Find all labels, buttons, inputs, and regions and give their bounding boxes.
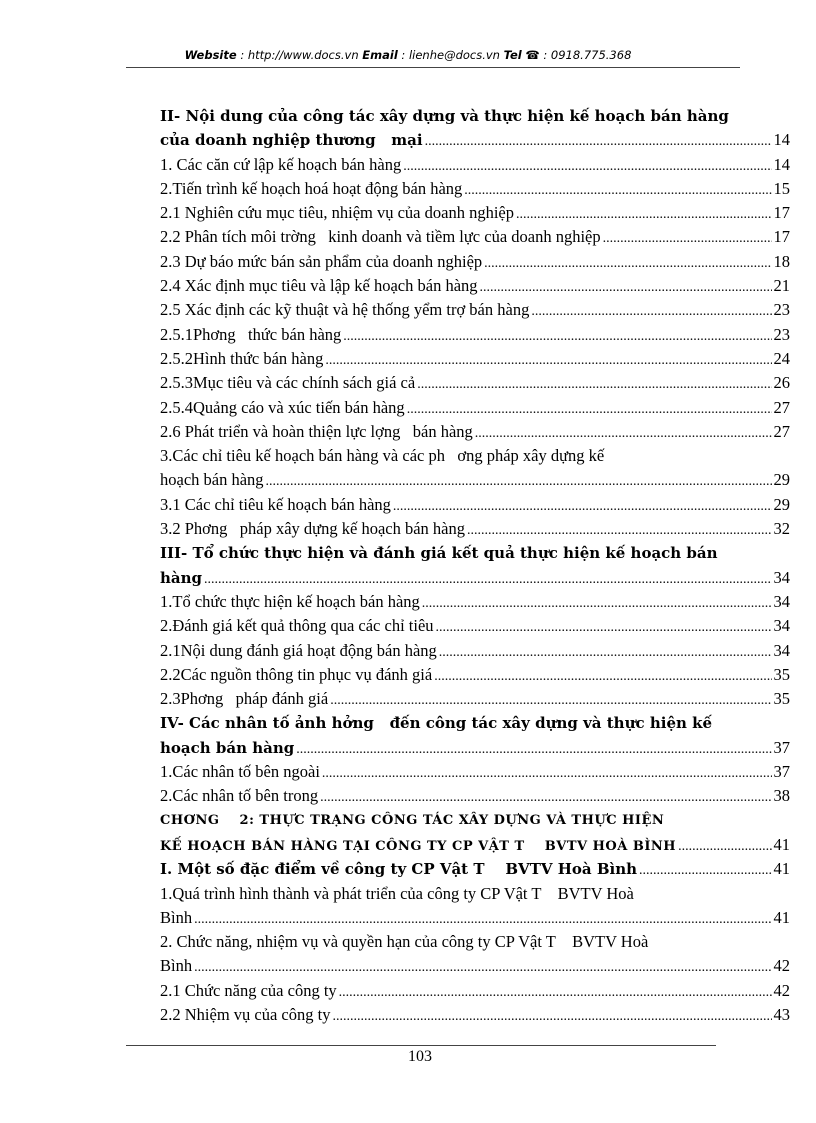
toc-entry-title: I. Một số đặc điểm về công ty CP Vật T BVTV Hoà Bình (160, 860, 638, 879)
toc-entry-title: 2.1 Nghiên cứu mục tiêu, nhiệm vụ của doanh nghiệp (160, 203, 514, 223)
toc-entry-title: 2.Các nhân tố bên trong (160, 786, 319, 806)
website-label: Website (184, 48, 237, 62)
toc-page-number: 27 (773, 397, 790, 417)
toc-entry (160, 201, 790, 225)
toc-entry-title: 3.1 Các chỉ tiêu kế hoạch bán hàng (160, 494, 391, 514)
toc-entry-title: 2.1 Chức năng của công ty (160, 980, 337, 1000)
toc-entry-title: 1.Tổ chức thực hiện kế hoạch bán hàng (160, 591, 420, 611)
toc-page-number: 43 (773, 1004, 790, 1024)
toc-entry-title: 2.3 Dự báo mức bán sản phẩm của doanh nghiệp (160, 251, 483, 271)
page-number: 103 (408, 1048, 432, 1065)
dot-leader (439, 641, 772, 665)
dot-leader (339, 981, 772, 1005)
dot-leader (407, 398, 772, 422)
toc-page-number: 29 (773, 470, 790, 490)
toc-entry-title: 2.2 Nhiệm vụ của công ty (160, 1004, 331, 1024)
page-header (0, 48, 816, 62)
toc-entry (160, 274, 790, 298)
toc-entry (160, 760, 790, 784)
dot-leader (484, 252, 771, 276)
toc-entry (160, 809, 790, 833)
toc-entry (160, 396, 790, 420)
dot-leader (403, 155, 771, 179)
toc-page-number: 23 (773, 300, 790, 320)
toc-entry (160, 906, 790, 930)
toc-entry-title: II- Nội dung của công tác xây dựng và thực hiện kế hoạch bán hàng (160, 107, 729, 125)
toc-entry (160, 930, 790, 954)
toc-entry-title: KẾ HOẠCH BÁN HÀNG TẠI CÔNG TY CP VẬT T BVTV HOÀ BÌNH (160, 838, 677, 854)
toc-entry (160, 128, 790, 152)
dot-leader (296, 738, 771, 762)
toc-page-number: 37 (773, 762, 790, 782)
toc-entry-title: 2.3Phơng pháp đánh giá (160, 689, 329, 709)
toc-entry (160, 979, 790, 1003)
toc-entry (160, 711, 790, 735)
toc-entry (160, 954, 790, 978)
website-value: : http://www.docs.vn (236, 48, 363, 62)
dot-leader (330, 689, 771, 713)
dot-leader (475, 422, 772, 446)
toc-entry-title: hàng (160, 568, 203, 587)
toc-entry (160, 566, 790, 590)
header-divider (126, 67, 740, 68)
email-value: : lienhe@docs.vn (397, 48, 504, 62)
toc-entry (160, 347, 790, 371)
toc-entry (160, 833, 790, 857)
toc-entry (160, 177, 790, 201)
toc-entry-title: 3.2 Phơng pháp xây dựng kế hoạch bán hàng (160, 519, 465, 539)
toc-entry (160, 1003, 790, 1027)
toc-page-number: 34 (773, 567, 790, 587)
toc-entry (160, 225, 790, 249)
toc-page-number: 24 (773, 348, 790, 368)
tel-value: : 0918.775.368 (539, 48, 632, 62)
toc-entry (160, 444, 790, 468)
toc-entry-title: 2.5.1Phơng thức bán hàng (160, 324, 342, 344)
toc-entry (160, 420, 790, 444)
toc-entry-title: hoạch bán hàng (160, 738, 295, 757)
dot-leader (343, 325, 771, 349)
toc-entry-title: 1.Quá trình hình thành và phát triển của công ty CP Vật T BVTV Hoà (160, 883, 634, 903)
dot-leader (467, 519, 772, 543)
toc-entry-title: Bình (160, 956, 193, 976)
dot-leader (531, 300, 771, 324)
toc-entry (160, 250, 790, 274)
toc-entry-title: III- Tổ chức thực hiện và đánh giá kết quả thực hiện kế hoạch bán (160, 544, 718, 563)
toc-entry (160, 371, 790, 395)
tel-label: Tel (503, 48, 522, 62)
toc-page-number: 35 (773, 689, 790, 709)
toc-page-number: 18 (773, 251, 790, 271)
dot-leader (678, 835, 771, 859)
toc-page-number: 27 (773, 421, 790, 441)
toc-entry-title: 2. Chức năng, nhiệm vụ và quyền hạn của công ty CP Vật T BVTV Hoà (160, 932, 649, 952)
toc-entry (160, 857, 790, 881)
toc-page-number: 35 (773, 664, 790, 684)
dot-leader (204, 568, 771, 592)
toc-entry-title: 2.Đánh giá kết quả thông qua các chỉ tiêu (160, 616, 434, 636)
dot-leader (603, 227, 772, 251)
toc-entry (160, 663, 790, 687)
dot-leader (194, 908, 771, 932)
dot-leader (332, 1005, 771, 1029)
toc-entry (160, 614, 790, 638)
toc-page-number: 42 (773, 980, 790, 1000)
dot-leader (320, 786, 771, 810)
dot-leader (393, 495, 772, 519)
toc-entry-title: 2.1Nội dung đánh giá hoạt động bán hàng (160, 640, 437, 660)
toc-page-number: 34 (773, 640, 790, 660)
toc-entry-title: 2.4 Xác định mục tiêu và lập kế hoạch bán hàng (160, 276, 478, 296)
toc-entry-title: CHƠNG 2: THỰC TRẠNG CÔNG TÁC XÂY DỰNG VÀ THỰC HIỆN (160, 812, 665, 828)
toc-entry-title: 2.5.4Quảng cáo và xúc tiến bán hàng (160, 397, 405, 417)
toc-page-number: 23 (773, 324, 790, 344)
email-label: Email (362, 48, 398, 62)
toc-entry-title: IV- Các nhân tố ảnh hởng đến công tác xây dựng và thực hiện kế (160, 714, 713, 733)
toc-entry (160, 104, 790, 128)
toc-page-number: 32 (773, 519, 790, 539)
toc-entry (160, 493, 790, 517)
dot-leader (266, 470, 772, 494)
toc-entry (160, 687, 790, 711)
toc-page-number: 41 (773, 907, 790, 927)
dot-leader (422, 592, 772, 616)
toc-page-number: 37 (773, 737, 790, 757)
toc-entry-title: 2.2 Phân tích môi trờng kinh doanh và tiềm lực của doanh nghiệp (160, 227, 601, 247)
toc-page-number: 41 (773, 834, 790, 854)
dot-leader (639, 859, 771, 883)
toc-page-number: 41 (773, 859, 790, 879)
toc-entry (160, 541, 790, 565)
toc-page-number: 14 (773, 130, 790, 150)
toc-page-number: 21 (773, 276, 790, 296)
toc-entry (160, 639, 790, 663)
toc-page-number: 26 (773, 373, 790, 393)
table-of-contents (160, 104, 790, 1027)
toc-entry (160, 590, 790, 614)
toc-entry-title: của doanh nghiệp thương mại (160, 131, 423, 150)
dot-leader (516, 203, 772, 227)
toc-entry-title: 3.Các chỉ tiêu kế hoạch bán hàng và các ph ơng pháp xây dựng kế (160, 446, 605, 466)
toc-page-number: 34 (773, 616, 790, 636)
toc-page-number: 15 (773, 178, 790, 198)
toc-entry (160, 784, 790, 808)
toc-entry-title: 2.2Các nguồn thông tin phục vụ đánh giá (160, 664, 433, 684)
toc-page-number: 42 (773, 956, 790, 976)
toc-entry (160, 323, 790, 347)
toc-page-number: 14 (773, 154, 790, 174)
dot-leader (464, 179, 771, 203)
toc-entry (160, 298, 790, 322)
toc-entry (160, 517, 790, 541)
toc-entry-title: 1. Các căn cứ lập kế hoạch bán hàng (160, 154, 402, 174)
toc-entry-title: hoạch bán hàng (160, 470, 264, 490)
toc-page-number: 34 (773, 591, 790, 611)
dot-leader (436, 616, 772, 640)
toc-page-number: 17 (773, 227, 790, 247)
toc-page-number: 38 (773, 786, 790, 806)
toc-entry (160, 736, 790, 760)
dot-leader (194, 956, 771, 980)
toc-entry (160, 882, 790, 906)
footer-divider (126, 1045, 716, 1046)
toc-entry-title: 2.5.3Mục tiêu và các chính sách giá cả (160, 373, 416, 393)
toc-entry (160, 153, 790, 177)
dot-leader (322, 762, 772, 786)
toc-entry-title: 2.5.2Hình thức bán hàng (160, 348, 324, 368)
dot-leader (425, 130, 772, 154)
phone-icon: ☎ (525, 48, 540, 62)
toc-entry-title: 2.5 Xác định các kỹ thuật và hệ thống yểm trợ bán hàng (160, 300, 530, 320)
toc-entry-title: Bình (160, 907, 193, 927)
toc-page-number: 29 (773, 494, 790, 514)
dot-leader (325, 349, 771, 373)
toc-entry-title: 1.Các nhân tố bên ngoài (160, 762, 320, 782)
toc-entry-title: 2.Tiến trình kế hoạch hoá hoạt động bán hàng (160, 178, 463, 198)
dot-leader (480, 276, 772, 300)
toc-page-number: 17 (773, 203, 790, 223)
dot-leader (417, 373, 771, 397)
toc-entry (160, 468, 790, 492)
toc-entry-title: 2.6 Phát triển và hoàn thiện lực lợng bán hàng (160, 421, 473, 441)
dot-leader (434, 665, 771, 689)
